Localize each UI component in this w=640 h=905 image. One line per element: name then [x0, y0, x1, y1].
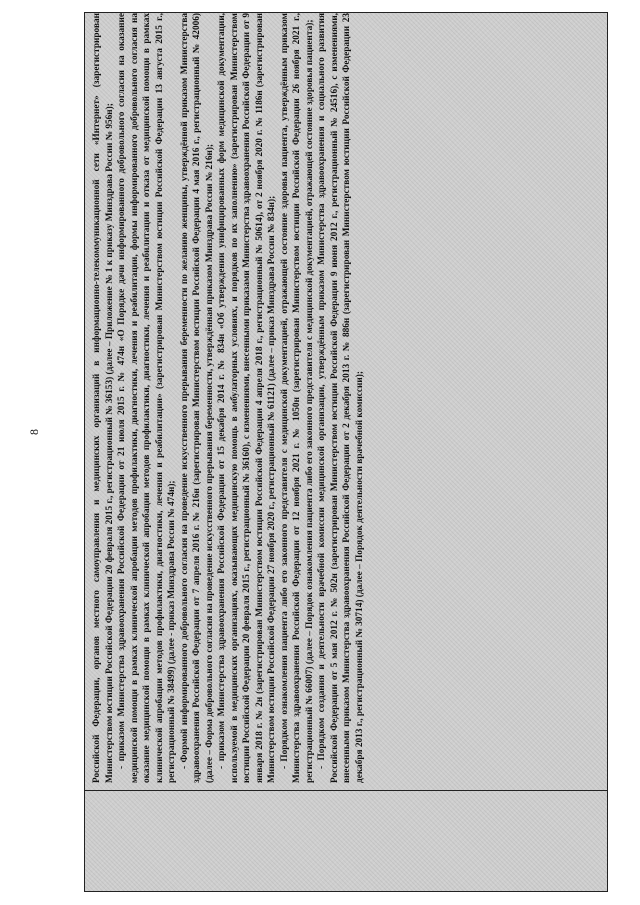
page-number: 8 [27, 429, 41, 435]
paragraph-intro-continuation: Российской Федерации, органов местного самоуправления и медицинских организаций в информационно-телекоммуникационной сети «Интернет» (зарегистрирован Министерством юстиции Российской Федерации 20 февраля 2015 г., регистрационный № 36153) (далее – Приложение № 1 к приказу Минздрава России № 956н); [92, 13, 115, 783]
table-side-column [85, 790, 607, 891]
paragraph-form-216n: - Формой информированного добровольного согласия на проведение искусственного прерывания беременности по желанию женщины, утверждённой приказом Министерства здравоохранения Российской Федерации от 7 апреля 2016 г. № 216н (зарегистрирован Министерством юстиции Российской Федерации 4 мая 2016 г., регистрационный № 42006) (далее – Форма добровольного согласия на проведение искусственного прерывания беременности, утверждённая приказом Минздрава России № 216н); [179, 13, 215, 783]
rotated-text-block [91, 13, 606, 783]
paragraph-order-474n: - приказом Министерства здравоохранения Российской Федерации от 21 июля 2015 г. № 474н «О Порядке дачи информированного добровольного согласия на оказание медицинской помощи в рамках клинической апробации методов профилактики, диагностики, лечения и реабилитации, формы информированного добровольного согласия на оказание медицинской помощи в рамках клинической апробации методов профилактики, диагностики, лечения и реабилитации и отказа от медицинской помощи в рамках клинической апробации методов профилактики, диагностики, лечения и реабилитации» (зарегистрирован Министерством юстиции Российской Федерации 13 августа 2015 г., регистрационный № 38499) (далее - приказ Минздрава России № 474н); [117, 13, 177, 783]
table-frame [84, 12, 608, 892]
paragraph-order-502n: - Порядком создания и деятельности врачебной комиссии медицинской организации, утверждённым приказом Министерства здравоохранения и социального развития Российской Федерации от 5 мая 2012 г. № 502н (зарегистрирован Министерством юстиции Российской Федерации 9 июня 2012 г., регистрационный № 24516), с изменениями, внесенными приказом Министерства здравоохранения Российской Федерации от 2 декабря 2013 г. № 886н (зарегистрирован Министерством юстиции Российской Федерации 23 декабря 2013 г., регистрационный № 30714) (далее – Порядок деятельности врачебной комиссии); [317, 13, 365, 783]
paragraph-order-1050n: - Порядком ознакомления пациента либо его законного представителя с медицинской документацией, отражающей состояние здоровья пациента, утверждённым приказом Министерства здравоохранения Российской Федерации от 12 ноября 2021 г. № 1050н (зарегистрирован Министерством юстиции Российской Федерации 26 ноября 2021 г., регистрационный № 66007) (далее – Порядок ознакомления пациента либо его законного представителя с медицинской документацией, отражающей состояние здоровья пациента); [279, 13, 315, 783]
paragraph-order-834n: - приказом Министерства здравоохранения Российской Федерации от 15 декабря 2014 г. № 834н «Об утверждении унифицированных форм медицинской документации, используемой в медицинских организациях, оказывающих медицинскую помощь в амбулаторных условиях, и порядков по их заполнению» (зарегистрирован Министерством юстиции Российской Федерации 20 февраля 2015 г., регистрационный № 36160), с изменениями, внесенными приказами Министерства здравоохранения Российской Федерации от 9 января 2018 г. № 2н (зарегистрирован Министерством юстиции Российской Федерации 4 апреля 2018 г., регистрационный № 50614), от 2 ноября 2020 г. № 1186н (зарегистрирован Министерством юстиции Российской Федерации 27 ноября 2020 г., регистрационный № 61121) (далее – приказ Минздрава России № 834н); [217, 13, 277, 783]
